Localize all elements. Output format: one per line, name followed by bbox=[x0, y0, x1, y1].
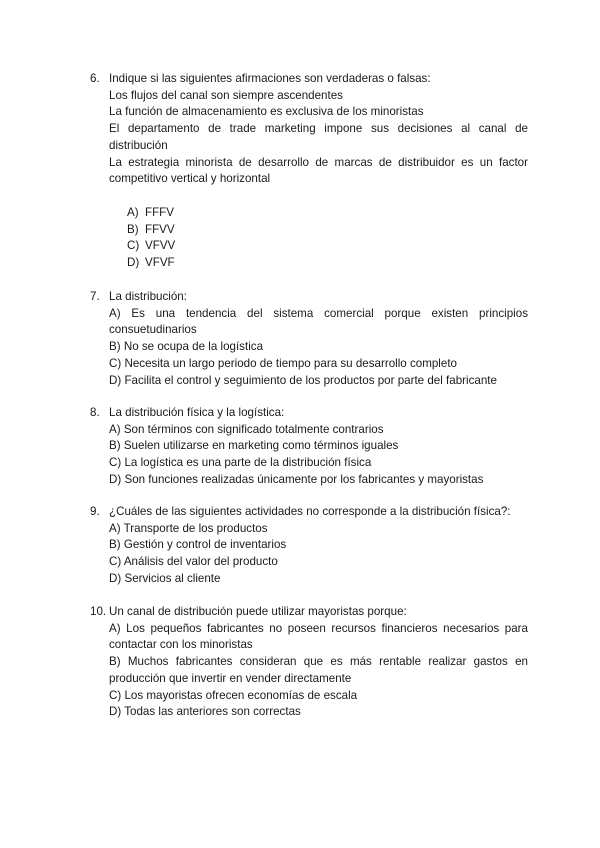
answer-c: C) La logística es una parte de la distribución física bbox=[109, 456, 372, 470]
option-a: A) FFFV bbox=[127, 205, 174, 219]
answer-b: B) Suelen utilizarse en marketing como términos iguales bbox=[109, 439, 399, 453]
answer-d: D) Todas las anteriores son correctas bbox=[109, 705, 301, 719]
question-prompt: ¿Cuáles de las siguientes actividades no corresponde a la distribución física?: bbox=[109, 505, 511, 518]
question-8 bbox=[90, 405, 528, 489]
question-10 bbox=[90, 604, 528, 721]
question-7 bbox=[90, 289, 528, 389]
statement: Los flujos del canal son siempre ascendentes bbox=[109, 88, 343, 102]
answer-a: A) Es una tendencia del sistema comercial porque existen principios consuetudinarios bbox=[109, 306, 528, 337]
question-number: 8. bbox=[90, 406, 100, 419]
option-d: D) VFVF bbox=[127, 256, 175, 270]
question-prompt: La distribución física y la logística: bbox=[109, 406, 285, 419]
answer-a: A) Son términos con significado totalmente contrarios bbox=[109, 422, 384, 436]
question-prompt: Un canal de distribución puede utilizar mayoristas porque: bbox=[109, 605, 407, 618]
answer-b: B) No se ocupa de la logística bbox=[109, 340, 264, 354]
question-number: 10. bbox=[90, 605, 107, 618]
answer-d: D) Son funciones realizadas únicamente por los fabricantes y mayoristas bbox=[109, 472, 484, 486]
answer-options bbox=[127, 205, 528, 272]
question-number: 7. bbox=[90, 290, 100, 303]
question-prompt: La distribución: bbox=[109, 290, 187, 303]
question-6 bbox=[90, 71, 528, 272]
statement: La estrategia minorista de desarrollo de marcas de distribuidor es un factor competitivo vertical y horizontal bbox=[109, 155, 528, 186]
question-number: 6. bbox=[90, 72, 100, 85]
answer-d: D) Servicios al cliente bbox=[109, 571, 221, 585]
question-9 bbox=[90, 504, 528, 588]
option-b: B) FFVV bbox=[127, 222, 175, 236]
answer-a: A) Los pequeños fabricantes no poseen recursos financieros necesarios para contactar con los minoristas bbox=[109, 621, 528, 652]
answer-b: B) Gestión y control de inventarios bbox=[109, 538, 287, 552]
answer-a: A) Transporte de los productos bbox=[109, 521, 268, 535]
answer-c: C) Necesita un largo periodo de tiempo para su desarrollo completo bbox=[109, 356, 457, 370]
option-c: C) VFVV bbox=[127, 239, 176, 253]
question-prompt: Indique si las siguientes afirmaciones son verdaderas o falsas: bbox=[109, 72, 431, 85]
answer-c: C) Los mayoristas ofrecen economías de escala bbox=[109, 688, 358, 702]
statement: La función de almacenamiento es exclusiva de los minoristas bbox=[109, 105, 424, 119]
answer-c: C) Análisis del valor del producto bbox=[109, 555, 278, 569]
answer-b: B) Muchos fabricantes consideran que es más rentable realizar gastos en producción que invertir en vender directamente bbox=[109, 655, 528, 685]
statement: El departamento de trade marketing impone sus decisiones al canal de distribución bbox=[109, 122, 528, 152]
question-number: 9. bbox=[90, 505, 100, 518]
answer-d: D) Facilita el control y seguimiento de los productos por parte del fabricante bbox=[109, 373, 497, 387]
